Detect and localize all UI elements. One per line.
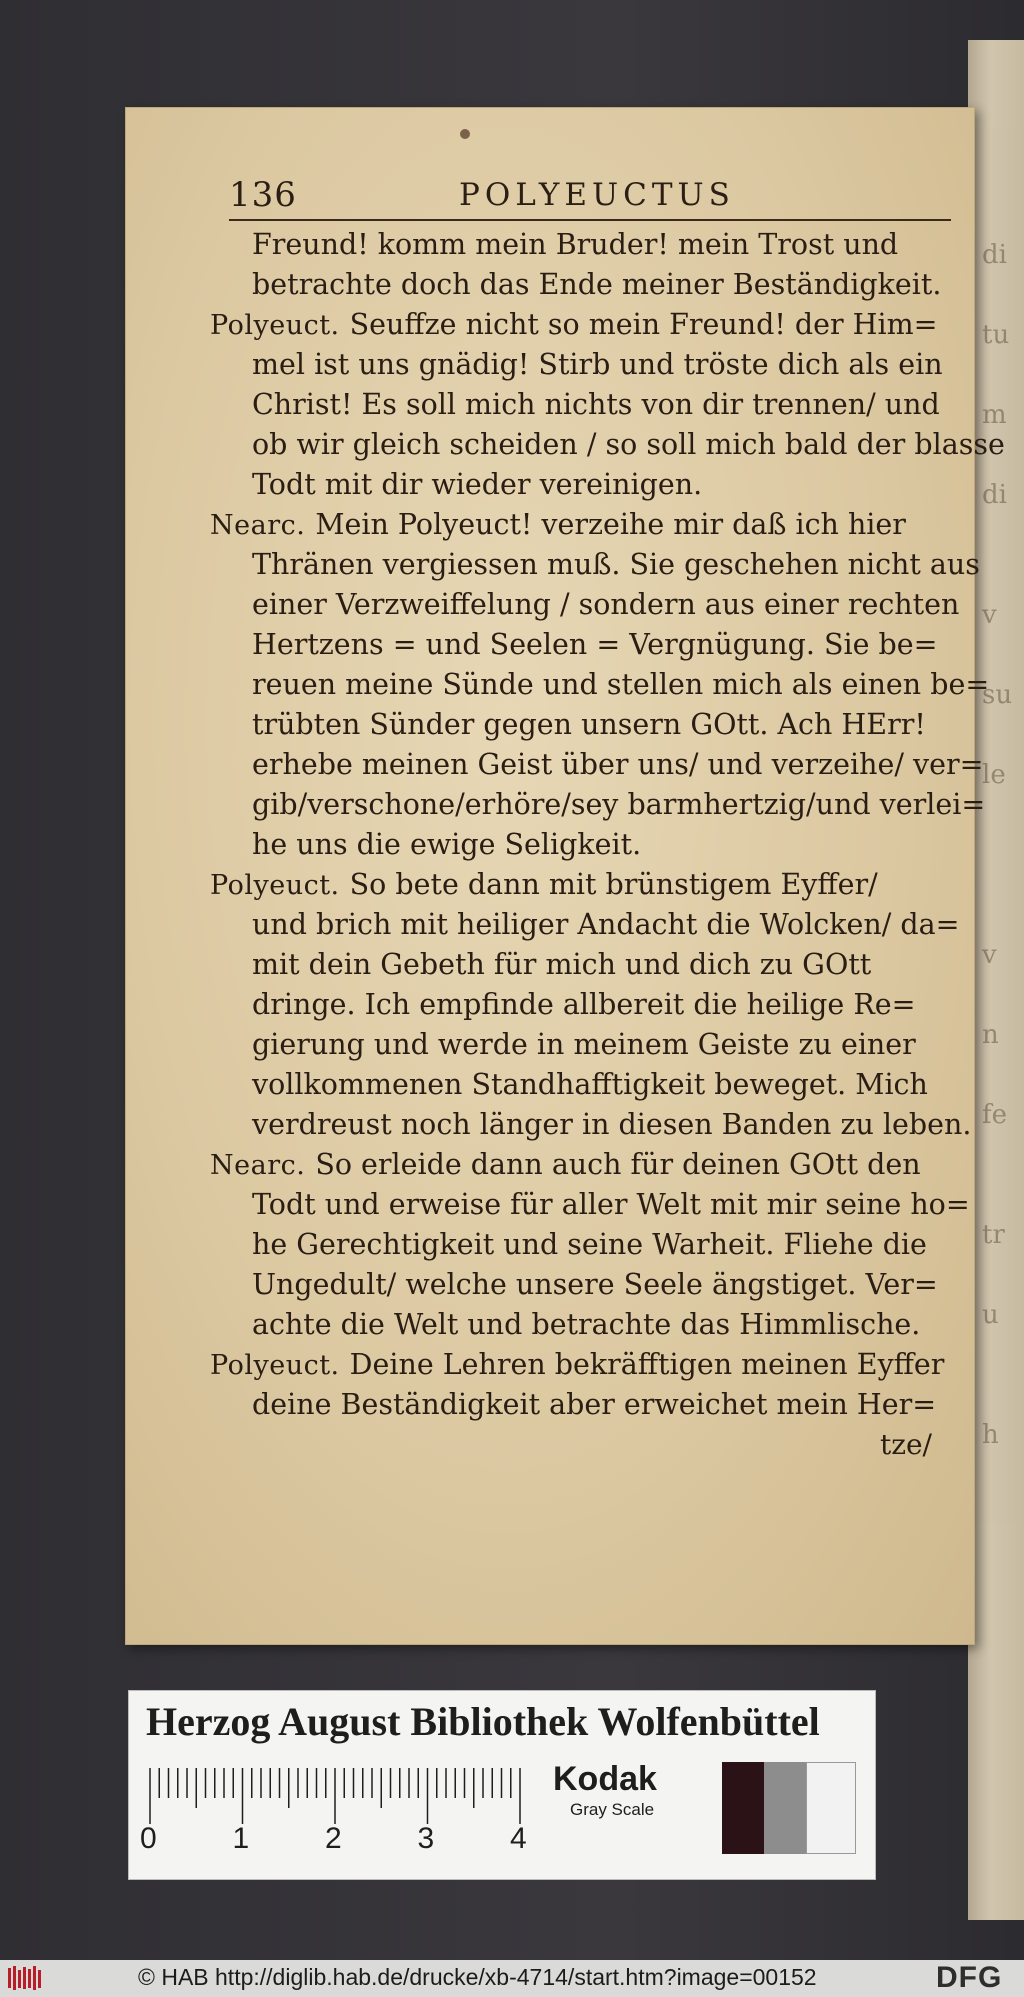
- text-line: [210, 465, 960, 505]
- text-line: [210, 585, 960, 625]
- speech-block: [210, 865, 972, 1145]
- swatch-white: [806, 1762, 856, 1854]
- line-text: ob wir gleich scheiden / so soll mich bald der blasse: [252, 428, 1005, 461]
- text-line: [210, 865, 960, 905]
- text-line: [210, 1105, 972, 1145]
- line-text: he Gerechtigkeit und seine Warheit. Fliehe die: [252, 1228, 927, 1261]
- text-line: [210, 705, 960, 745]
- line-text: erhebe meinen Geist über uns/ und verzeihe/ ver=: [252, 748, 984, 781]
- text-line: [210, 1345, 960, 1385]
- text-line: [210, 625, 960, 665]
- text-line: [210, 785, 986, 825]
- speech-block: [210, 225, 960, 305]
- scale-number: 0: [140, 1822, 157, 1855]
- speech-block: [210, 1145, 970, 1345]
- line-text: und brich mit heiliger Andacht die Wolcken/ da=: [252, 908, 960, 941]
- text-line: [210, 945, 960, 985]
- scale-number: 1: [232, 1822, 250, 1855]
- hab-logo-icon: [6, 1964, 46, 1992]
- speaker-name: Nearc.: [210, 510, 306, 541]
- line-text: mit dein Gebeth für mich und dich zu GOtt: [252, 948, 872, 981]
- text-line: [210, 1025, 960, 1065]
- text-line: [210, 665, 990, 705]
- text-line: [210, 385, 960, 425]
- line-text: Deine Lehren bekräfftigen meinen Eyffer: [349, 1348, 945, 1381]
- speaker-name: Polyeuct.: [210, 310, 340, 341]
- text-line: [210, 985, 960, 1025]
- text-line: [210, 545, 980, 585]
- footer-bar: [0, 1960, 1024, 1997]
- text-line: [210, 1305, 960, 1345]
- dfg-logo: DFG: [936, 1961, 1003, 1994]
- line-text: mel ist uns gnädig! Stirb und tröste dich als ein: [252, 348, 943, 381]
- text-line: [210, 1065, 960, 1105]
- line-text: Seuffze nicht so mein Freund! der Him=: [349, 308, 938, 341]
- line-text: Thränen vergiessen muß. Sie geschehen nicht aus: [252, 548, 980, 581]
- line-text: betrachte doch das Ende meiner Beständigkeit.: [252, 268, 942, 301]
- text-line: [210, 825, 960, 865]
- swatch-dark: [722, 1762, 764, 1854]
- scale-number: 4: [510, 1822, 527, 1855]
- speaker-name: Nearc.: [210, 1150, 306, 1181]
- text-line: [210, 905, 960, 945]
- line-text: dringe. Ich empfinde allbereit die heilige Re=: [252, 988, 916, 1021]
- library-name: Herzog August Bibliothek Wolfenbüttel: [146, 1699, 820, 1744]
- speaker-name: Polyeuct.: [210, 1350, 340, 1381]
- text-line: [210, 1225, 960, 1265]
- line-text: Christ! Es soll mich nichts von dir trennen/ und: [252, 388, 940, 421]
- text-line: [210, 745, 984, 785]
- swatch-gray: [764, 1762, 806, 1854]
- scale-number: 2: [325, 1822, 342, 1855]
- line-text: So erleide dann auch für deinen GOtt den: [315, 1148, 921, 1181]
- speaker-name: Polyeuct.: [210, 870, 340, 901]
- line-text: verdreust noch länger in diesen Banden zu leben.: [252, 1108, 972, 1141]
- page-spot: [460, 129, 470, 139]
- text-line: [210, 305, 960, 345]
- color-reference-card: [128, 1690, 876, 1880]
- line-text: Todt und erweise für aller Welt mit mir seine ho=: [252, 1188, 970, 1221]
- line-text: reuen meine Sünde und stellen mich als einen be=: [252, 668, 990, 701]
- line-text: gib/verschone/erhöre/sey barmhertzig/und verlei=: [252, 788, 986, 821]
- running-title: POLYEUCTUS: [459, 177, 735, 213]
- line-text: Todt mit dir wieder vereinigen.: [252, 468, 703, 501]
- line-text: Ungedult/ welche unsere Seele ängstiget. Ver=: [252, 1268, 938, 1301]
- speech-block: [210, 1345, 960, 1425]
- line-text: So bete dann mit brünstigem Eyffer/: [349, 868, 878, 901]
- text-line: [210, 505, 960, 545]
- measurement-ruler: [148, 1760, 548, 1860]
- page-header: [229, 175, 869, 219]
- header-rule: [229, 219, 951, 221]
- text-line: [210, 425, 1005, 465]
- line-text: achte die Welt und betrachte das Himmlische.: [252, 1308, 921, 1341]
- line-text: deine Beständigkeit aber erweichet mein Her=: [252, 1388, 937, 1421]
- text-line: [210, 225, 960, 265]
- line-text: vollkommenen Standhafftigkeit beweget. Mich: [252, 1068, 928, 1101]
- text-line: [210, 1385, 960, 1425]
- line-text: trübten Sünder gegen unsern GOtt. Ach HErr!: [252, 708, 926, 741]
- kodak-logo: Kodak: [553, 1760, 657, 1798]
- text-line: [210, 1185, 970, 1225]
- text-line: [210, 265, 960, 305]
- text-line: [210, 1265, 960, 1305]
- line-text: einer Verzweiffelung / sondern aus einer rechten: [252, 588, 960, 621]
- line-text: gierung und werde in meinem Geiste zu einer: [252, 1028, 916, 1061]
- citation-link[interactable]: © HAB http://diglib.hab.de/drucke/xb-4714/start.htm?image=00152: [138, 1964, 817, 1990]
- adjacent-page-edge: di tu m di v su le v n fe tr u h: [968, 40, 1024, 1920]
- text-line: [210, 1145, 960, 1185]
- speech-block: [210, 305, 1005, 505]
- catchword: tze/: [879, 1428, 932, 1461]
- scale-number: 3: [417, 1822, 435, 1855]
- speech-block: [210, 505, 990, 865]
- line-text: Mein Polyeuct! verzeihe mir daß ich hier: [315, 508, 906, 541]
- line-text: Hertzens = und Seelen = Vergnügung. Sie be=: [252, 628, 938, 661]
- page-number: 136: [229, 175, 297, 215]
- line-text: Freund! komm mein Bruder! mein Trost und: [252, 228, 899, 261]
- gray-scale-label: Gray Scale: [570, 1800, 655, 1819]
- text-line: [210, 345, 960, 385]
- line-text: he uns die ewige Seligkeit.: [252, 828, 642, 861]
